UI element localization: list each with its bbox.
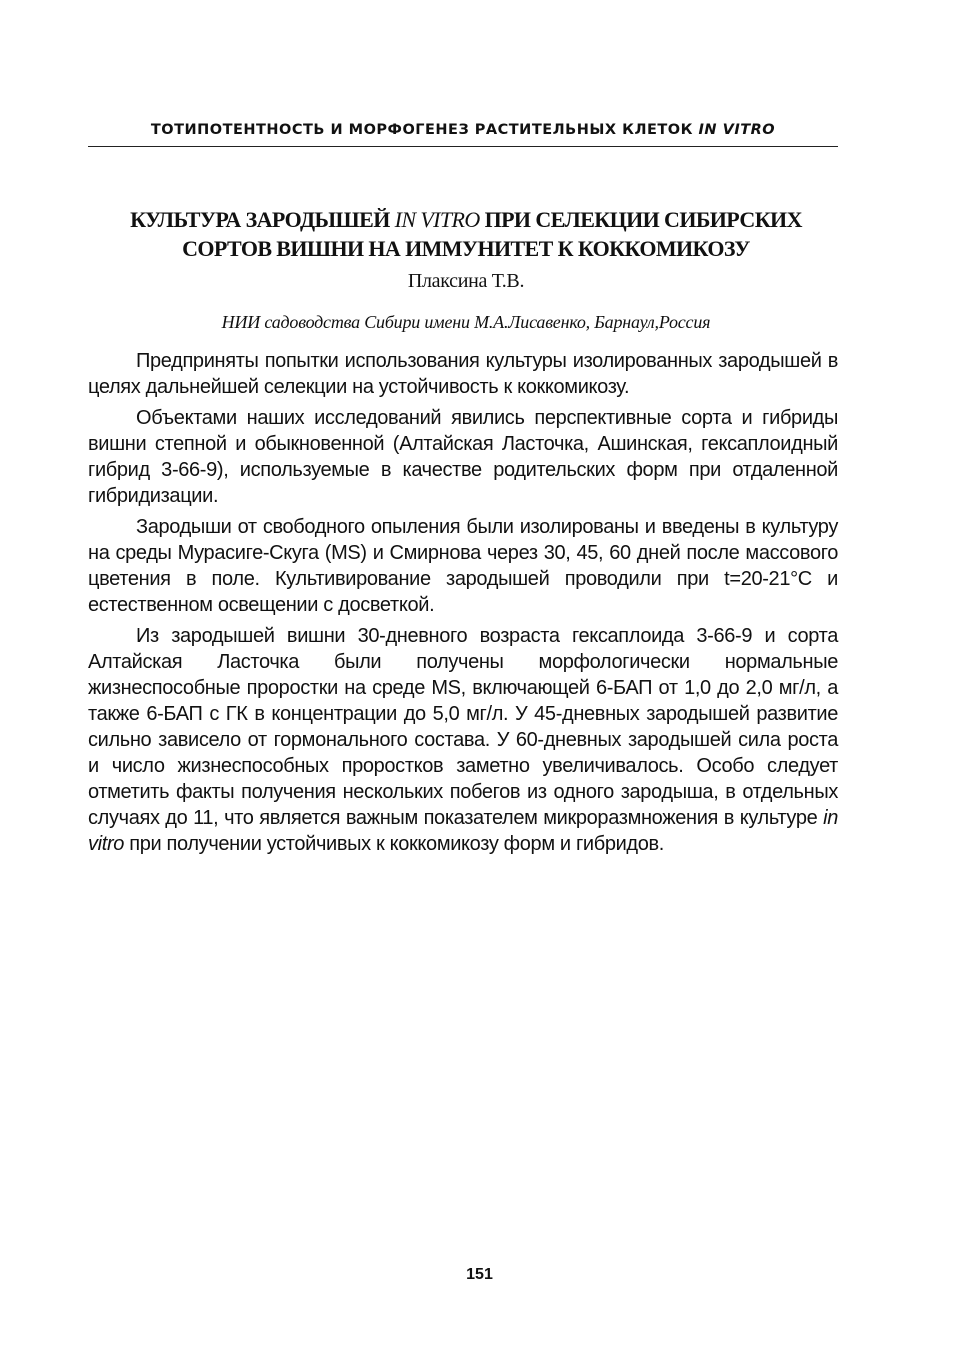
article-title: [60, 205, 872, 263]
running-header-text: ТОТИПОТЕНТНОСТЬ И МОРФОГЕНЕЗ РАСТИТЕЛЬНЫХ КЛЕТОК: [150, 122, 693, 138]
author: Плаксина Т.В.: [407, 270, 525, 292]
affiliation: НИИ садоводства Сибири имени М.А.Лисавенко, Барнаул,Россия: [221, 312, 711, 332]
paragraph-3: Зародыши от свободного опыления были изолированы и введены в культуру на среды Мурасиге-Скуга (MS) и Смирнова через 30, 45, 60 дней после массового цветения в поле. Культивирование зародышей проводили при t=20-21°С и естественном освещении с досветкой.: [88, 516, 838, 616]
paragraph-4-text-b: при получении устойчивых к коккомикозу форм и гибридов.: [129, 833, 665, 855]
running-header-italic: IN VITRO: [698, 122, 776, 138]
paragraph-4: [88, 623, 838, 857]
title-line2: СОРТОВ ВИШНИ НА ИММУНИТЕТ К КОККОМИКОЗУ: [182, 236, 750, 261]
paragraph-4-italic: in vitro: [88, 807, 838, 855]
running-header: [88, 122, 838, 138]
page-number: 151: [466, 1266, 493, 1283]
title-part1: КУЛЬТУРА ЗАРОДЫШЕЙ: [130, 207, 390, 232]
header-rule: [88, 146, 838, 147]
paragraph-1: Предприняты попытки использования культуры изолированных зародышей в целях дальнейшей селекции на устойчивость к коккомикозу.: [88, 350, 838, 398]
paragraph-2: Объектами наших исследований явились перспективные сорта и гибриды вишни степной и обыкновенной (Алтайская Ласточка, Ашинская, гексаплоидный гибрид 3-66-9), используемые в качестве родительских форм при отдаленной гибридизации.: [88, 407, 838, 507]
article-body: [88, 348, 838, 862]
paragraph-4-text-a: Из зародышей вишни 30-дневного возраста гексаплоида 3-66-9 и сорта Алтайская Ласточка были получены морфологически нормальные жизнеспособные проростки на среде MS, включающей 6-БАП от 1,0 до 2,0 мг/л, а также 6-БАП с ГК в концентрации до 5,0 мг/л. У 45-дневных зародышей развитие сильно зависело от гормонального состава. У 60-дневных зародышей сила роста и число жизнеспособных проростков заметно увеличивалось. Особо следует отметить факты получения нескольких побегов из одного зародыша, в отдельных случаях до 11, что является важным показателем микроразмножения в культуре: [88, 625, 838, 829]
title-italic: IN VITRO: [394, 207, 480, 232]
title-part2: ПРИ СЕЛЕКЦИИ СИБИРСКИХ: [484, 207, 802, 232]
